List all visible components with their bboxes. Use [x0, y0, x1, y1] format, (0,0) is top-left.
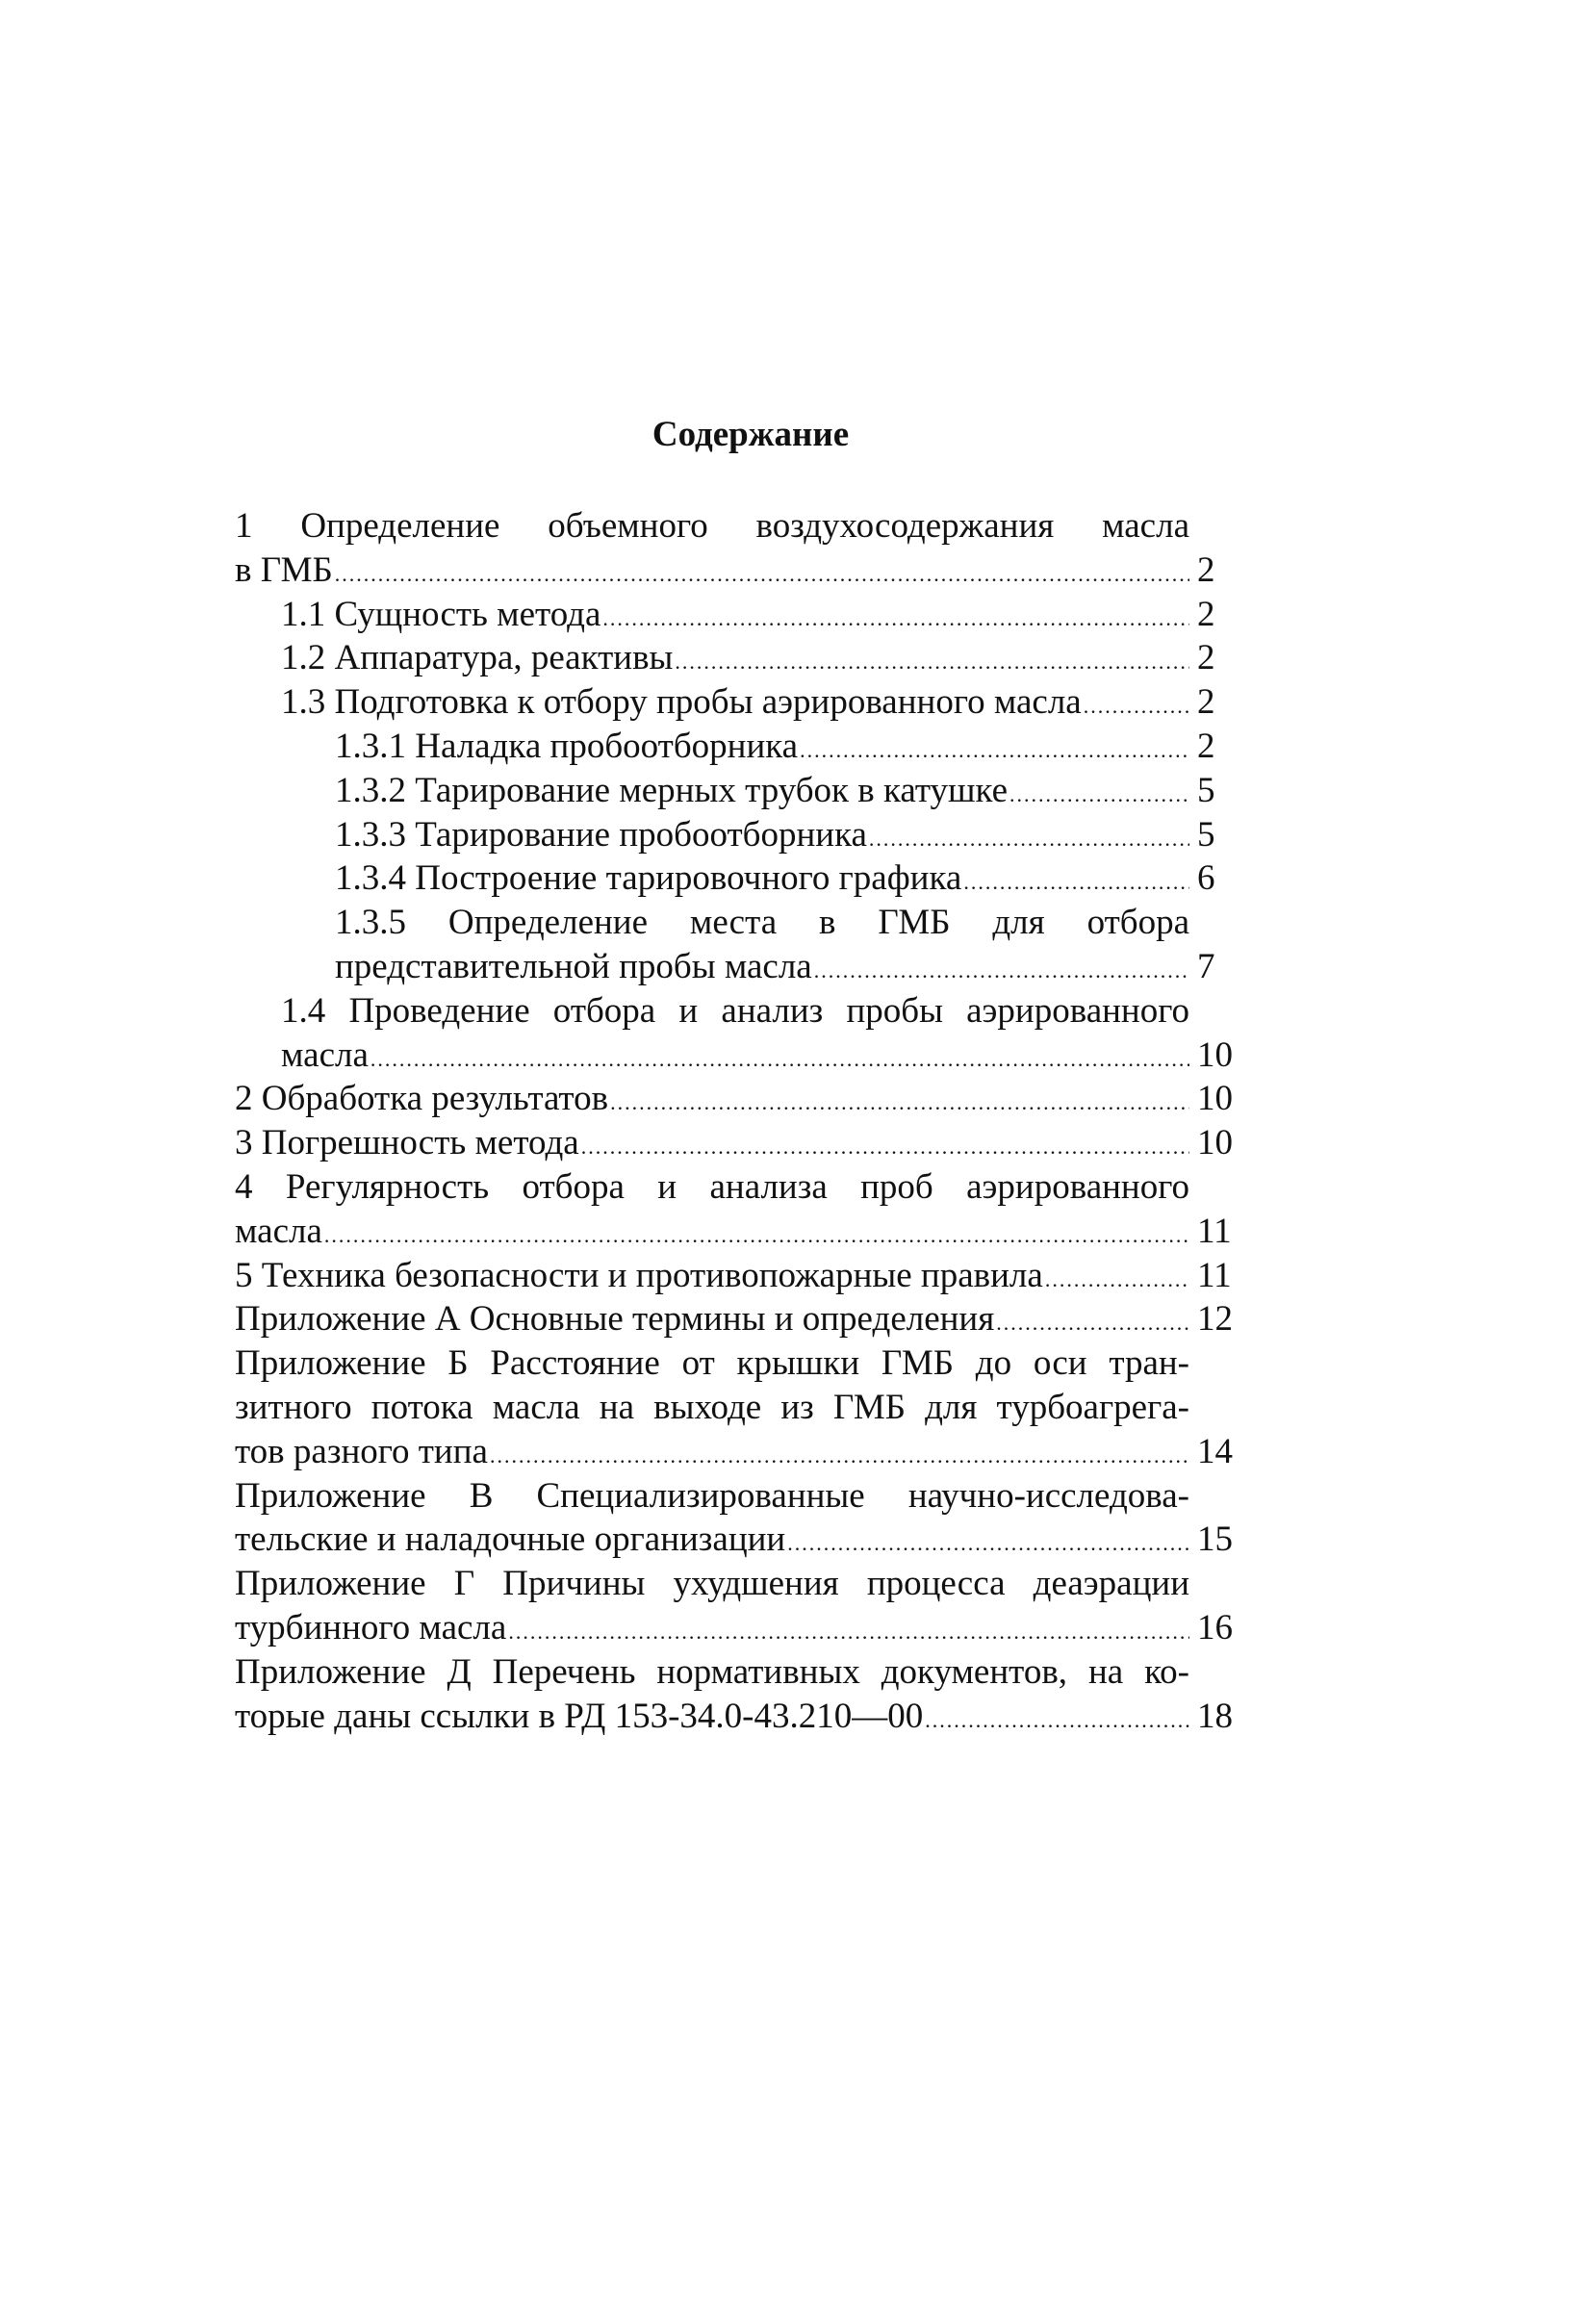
- toc-page-number: 16: [1197, 1607, 1233, 1647]
- dot-leader: [675, 640, 1189, 684]
- toc-page-number: 2: [1197, 638, 1215, 678]
- dot-leader: [324, 1213, 1189, 1258]
- toc-entry-label: масла: [235, 1211, 322, 1251]
- toc-entry-text-line: 1.3.5 Определение места в ГМБ для отбора: [335, 903, 1189, 943]
- toc-entry: [235, 1165, 1240, 1254]
- toc-entry: [235, 593, 1240, 637]
- toc-entry-label: 1.3.2 Тарирование мерных трубок в катушке: [335, 770, 1009, 810]
- toc-entry: [235, 856, 1240, 901]
- toc-entry: [235, 1474, 1240, 1563]
- toc-entry-label: 1.1 Сущность метода: [281, 594, 601, 634]
- toc-entry: [235, 725, 1240, 769]
- toc-page-number: 2: [1197, 594, 1215, 634]
- toc-entry-label: представительной пробы масла: [335, 946, 812, 986]
- dot-leader: [490, 1434, 1189, 1478]
- toc-page-number: 14: [1197, 1431, 1233, 1471]
- toc-page-number: 10: [1197, 1079, 1233, 1119]
- toc-entry: [235, 636, 1240, 680]
- toc-entry-label: 1.3.3 Тарирование пробоотборника: [335, 814, 867, 855]
- toc-entry-text-line: Приложение Б Расстояние от крышки ГМБ до оси тран-: [235, 1343, 1189, 1384]
- toc-entry: [235, 989, 1240, 1078]
- toc-entry-text-line: Приложение В Специализированные научно-исследова-: [235, 1475, 1189, 1516]
- dot-leader: [1009, 773, 1189, 817]
- toc-entry-label: 1.3.1 Наладка пробоотборника: [335, 726, 799, 766]
- toc-entry-label: тов разного типа: [235, 1431, 488, 1471]
- toc-page-number: 6: [1197, 858, 1215, 899]
- table-of-contents: [235, 504, 1240, 1738]
- toc-entry-label: 1.3.4 Построение тарировочного графика: [335, 858, 962, 899]
- toc-entry-text-line: 4 Регулярность отбора и анализа проб аэрированного: [235, 1166, 1189, 1207]
- toc-entry-label: 1.3 Подготовка к отбору пробы аэрированного масла: [281, 682, 1082, 723]
- toc-page-number: 18: [1197, 1696, 1233, 1736]
- toc-page-number: 10: [1197, 1034, 1233, 1075]
- dot-leader: [602, 597, 1189, 641]
- dot-leader: [814, 949, 1189, 993]
- toc-entry-text-line: Приложение Г Причины ухудшения процесса деаэрации: [235, 1564, 1189, 1604]
- toc-page-number: 5: [1197, 814, 1215, 855]
- toc-entry: [235, 1341, 1240, 1473]
- toc-entry: [235, 504, 1240, 593]
- toc-entry: [235, 1121, 1240, 1165]
- dot-leader: [508, 1610, 1189, 1654]
- dot-leader: [1045, 1258, 1189, 1302]
- toc-entry: [235, 1650, 1240, 1739]
- toc-entry: [235, 1297, 1240, 1341]
- toc-entry: [235, 901, 1240, 989]
- page-title: Содержание: [651, 415, 850, 454]
- toc-page-number: 2: [1197, 726, 1215, 766]
- dot-leader: [996, 1301, 1189, 1345]
- toc-entry: [235, 1562, 1240, 1650]
- toc-page-number: 7: [1197, 946, 1215, 986]
- toc-page-number: 5: [1197, 770, 1215, 810]
- toc-page-number: 15: [1197, 1520, 1233, 1560]
- toc-entry-text-line: 1 Определение объемного воздухосодержания масла: [235, 506, 1189, 546]
- toc-entry-label: 2 Обработка результатов: [235, 1079, 609, 1119]
- dot-leader: [370, 1037, 1189, 1082]
- dot-leader: [610, 1081, 1189, 1125]
- toc-entry-label: 5 Техника безопасности и противопожарные правила: [235, 1255, 1043, 1295]
- toc-entry-label: тельские и наладочные организации: [235, 1520, 786, 1560]
- dot-leader: [335, 552, 1189, 597]
- toc-entry-text-line: зитного потока масла на выходе из ГМБ для турбоагрега-: [235, 1387, 1189, 1427]
- toc-entry: [235, 680, 1240, 725]
- toc-page-number: 2: [1197, 549, 1215, 590]
- toc-entry-text-line: 1.4 Проведение отбора и анализ пробы аэрированного: [281, 990, 1189, 1031]
- toc-page-number: 12: [1197, 1299, 1233, 1340]
- dot-leader: [963, 860, 1189, 905]
- toc-entry-text-line: Приложение Д Перечень нормативных документов, на ко-: [235, 1651, 1189, 1692]
- dot-leader: [787, 1521, 1189, 1566]
- toc-page-number: 10: [1197, 1123, 1233, 1163]
- toc-page-number: 11: [1197, 1211, 1232, 1251]
- toc-page-number: 11: [1197, 1255, 1232, 1295]
- toc-entry-label: 1.2 Аппаратура, реактивы: [281, 638, 674, 678]
- toc-entry-label: 3 Погрешность метода: [235, 1123, 579, 1163]
- toc-entry-label: торые даны ссылки в РД 153-34.0-43.210—00: [235, 1696, 924, 1736]
- dot-leader: [925, 1698, 1189, 1743]
- toc-entry: [235, 813, 1240, 857]
- toc-page-number: 2: [1197, 682, 1215, 723]
- dot-leader: [1084, 684, 1189, 728]
- toc-entry-label: в ГМБ: [235, 549, 333, 590]
- toc-entry-label: Приложение А Основные термины и определения: [235, 1299, 995, 1340]
- toc-entry-label: турбинного масла: [235, 1607, 507, 1647]
- toc-entry: [235, 1077, 1240, 1121]
- toc-entry: [235, 769, 1240, 813]
- toc-entry-label: масла: [281, 1034, 369, 1075]
- dot-leader: [800, 728, 1189, 773]
- toc-entry: [235, 1254, 1240, 1298]
- dot-leader: [869, 817, 1189, 861]
- dot-leader: [581, 1125, 1189, 1169]
